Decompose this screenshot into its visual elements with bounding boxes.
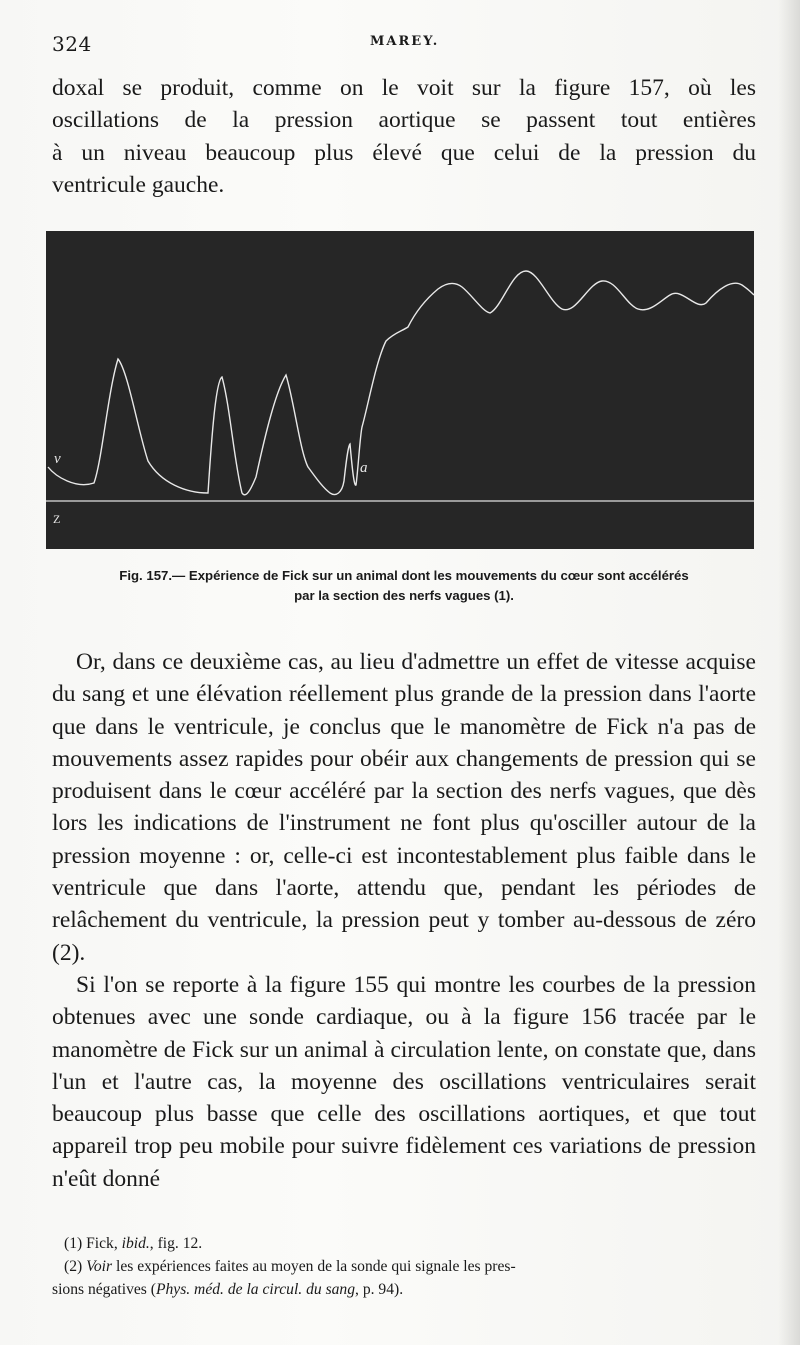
footnote-2-source: Phys. méd. de la circul. du sang: [155, 1281, 356, 1298]
figure-caption: [48, 566, 760, 606]
footnote-2-page: , p. 94).: [355, 1281, 404, 1298]
footnote-1-ref: , fig. 12.: [149, 1235, 203, 1252]
footnote-2-mark: (2): [64, 1258, 83, 1275]
running-head: [52, 32, 752, 56]
footnote-1-author: Fick,: [86, 1235, 118, 1252]
text-line: à un niveau beaucoup plus élevé que celui de la pression du: [52, 139, 756, 166]
caption-line-2: par la section des nerfs vagues (1).: [294, 588, 514, 603]
footnote-2-text-cont: sions négatives (: [52, 1281, 156, 1298]
intro-paragraph: [52, 72, 756, 201]
label-v: v: [54, 451, 61, 467]
footnote-2-text: les expériences faites au moyen de la sonde qui signale les pres-: [112, 1258, 516, 1275]
footnote-1: [52, 1232, 757, 1255]
text-line: doxal se produit, comme on le voit sur la figure 157, où les: [52, 75, 756, 101]
page-number: 324: [52, 32, 92, 56]
caption-line-1: [48, 566, 760, 586]
body-text: [52, 646, 756, 1195]
footnote-2: [52, 1255, 757, 1278]
figure-157-trace: [46, 231, 754, 549]
text-line: oscillations de la pression aortique se passent tout entières: [52, 107, 756, 134]
caption-text-1: Expérience de Fick sur un animal dont les mouvements du cœur sont accélérés: [188, 568, 689, 583]
footnote-1-mark: (1): [64, 1235, 83, 1252]
paragraph: Si l'on se reporte à la figure 155 qui montre les courbes de la pression obtenues avec une sonde cardiaque, ou à la figure 156 tracée par le manomètre de Fick sur un animal à circulation lente, on constate que, dans l'un et l'autre cas, la moyenne des oscillations ventriculaires serait beaucoup plus basse que celle des oscillations aortiques, et que tout appareil trop peu mobile pour suivre fidèlement ces variations de pression n'eût donné: [52, 971, 756, 1192]
label-a: a: [360, 460, 368, 476]
ventricle-aorta-trace: [48, 271, 754, 495]
footnotes: [52, 1232, 757, 1301]
caption-figure-number: Fig. 157.—: [119, 568, 186, 583]
text-line: ventricule gauche.: [52, 171, 225, 198]
running-title: MAREY.: [370, 34, 440, 49]
pressure-trace-plot: [46, 231, 754, 549]
label-z: Z: [53, 512, 61, 526]
footnote-2-continued: [52, 1278, 757, 1301]
paragraph: Or, dans ce deuxième cas, au lieu d'admettre un effet de vitesse acquise du sang et une élévation réellement plus grande de la pression dans l'aorte que dans le ventricule, je conclus que le manomètre de Fick n'a pas de mouvements assez rapides pour obéir aux changements de pression qui se produisent dans le cœur accéléré par la section des nerfs vagues, que dès lors les indications de l'instrument ne font plus qu'osciller autour de la pression moyenne : or, celle-ci est incontestablement plus faible dans le ventricule que dans l'aorte, attendu que, pendant les périodes de relâchement du ventricule, la pression peut y tomber au-dessous de zéro (2).: [52, 649, 756, 966]
footnote-1-ibid: ibid.: [121, 1235, 150, 1252]
footnote-2-voir: Voir: [86, 1258, 113, 1275]
page-edge-shadow: [778, 0, 800, 1345]
